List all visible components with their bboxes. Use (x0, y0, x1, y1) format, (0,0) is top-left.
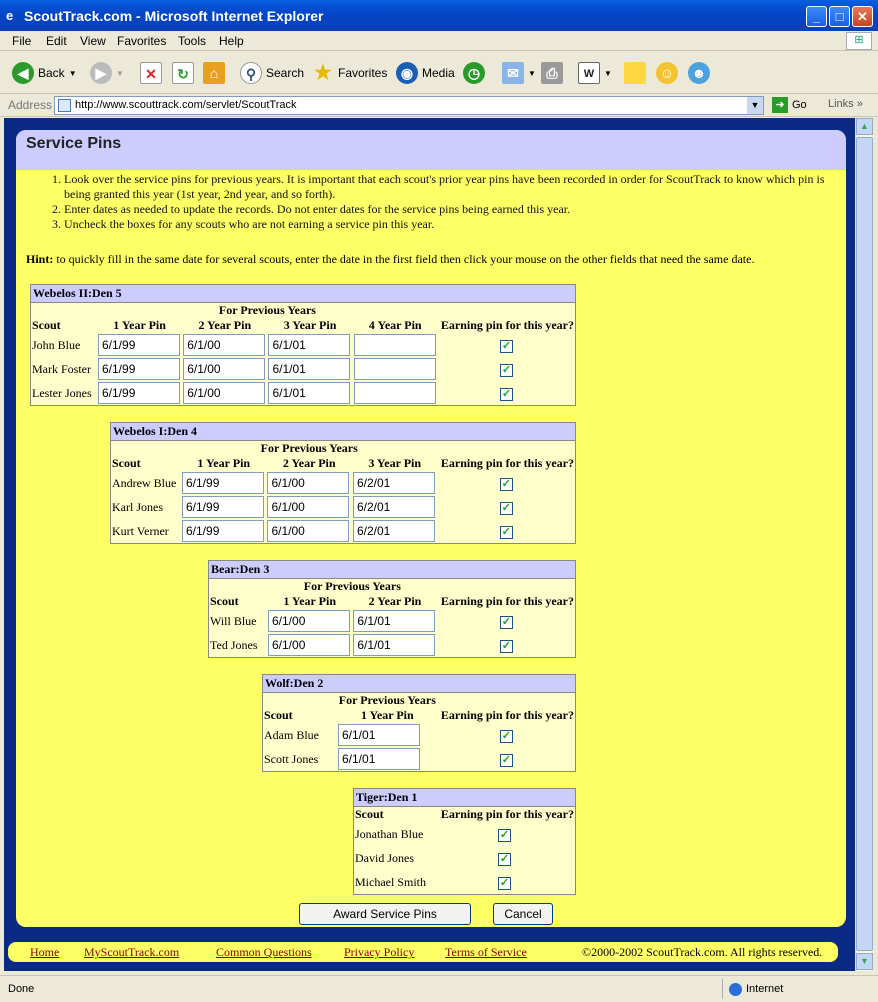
print-icon: ⎙ (541, 62, 563, 84)
den-title: Webelos I:Den 4 (111, 423, 575, 441)
pin-date-input[interactable] (267, 496, 349, 518)
history-button[interactable] (463, 60, 485, 86)
pin-date-input[interactable] (183, 358, 265, 380)
menu-bar (0, 31, 878, 51)
service-pins-panel (16, 130, 846, 927)
earning-column-header: Earning pin for this year? (440, 807, 574, 821)
pin-date-input[interactable] (98, 382, 180, 404)
cancel-button[interactable]: Cancel (493, 903, 553, 925)
media-globe-icon: ◉ (396, 62, 418, 84)
panel-header (16, 130, 846, 170)
refresh-button[interactable] (172, 60, 194, 86)
instruction-2: 2. Enter dates as needed to update the records. Do not enter dates for the service pins being earned this year. (64, 202, 826, 217)
pin-date-input[interactable] (353, 634, 435, 656)
menu-file[interactable]: File (12, 34, 32, 48)
pin-column-header: 2 Year Pin (368, 594, 422, 608)
pin-column-header: 3 Year Pin (368, 456, 422, 470)
instruction-3: 3. Uncheck the boxes for any scouts who are not earning a service pin this year. (64, 217, 826, 232)
pin-date-input[interactable] (183, 382, 265, 404)
minimize-button[interactable]: _ (806, 6, 827, 27)
den-title: Webelos II:Den 5 (31, 285, 575, 303)
scout-name: Lester Jones (32, 385, 92, 400)
window-title: ScoutTrack.com - Microsoft Internet Explorer (24, 8, 324, 24)
award-service-pins-button[interactable]: Award Service Pins (299, 903, 471, 925)
den-table (262, 674, 576, 772)
note-icon (624, 62, 646, 84)
search-button[interactable]: ⚲ Search (240, 60, 304, 86)
menu-help[interactable]: Help (219, 34, 244, 48)
pin-column-header: 3 Year Pin (283, 318, 337, 332)
scout-column-header: Scout (355, 807, 384, 821)
home-icon: ⌂ (203, 62, 225, 84)
menu-favorites[interactable]: Favorites (117, 34, 167, 48)
earning-pin-checkbox[interactable]: ✓ (501, 753, 511, 766)
earning-column-header: Earning pin for this year? (440, 318, 574, 332)
contacts-button[interactable] (688, 60, 710, 86)
pin-date-input[interactable] (183, 334, 265, 356)
stop-button[interactable] (140, 60, 162, 86)
scout-row (111, 471, 575, 495)
print-button[interactable] (541, 60, 563, 86)
pin-date-input[interactable] (353, 496, 435, 518)
earning-pin-checkbox[interactable]: ✓ (501, 525, 511, 538)
pin-date-input[interactable] (354, 382, 436, 404)
scout-name: Andrew Blue (112, 475, 177, 490)
search-icon: ⚲ (240, 62, 262, 84)
den-table (110, 422, 576, 544)
scout-row (209, 609, 575, 633)
earning-pin-checkbox[interactable]: ✓ (501, 339, 512, 352)
pin-date-input[interactable] (182, 472, 264, 494)
footer-copyright: ©2000-2002 ScoutTrack.com. All rights reserved. (582, 945, 823, 959)
earning-pin-checkbox[interactable]: ✓ (499, 852, 510, 865)
earning-column-header: Earning pin for this year? (440, 594, 574, 608)
status-text: Done (8, 983, 35, 995)
scout-name: Jonathan Blue (355, 826, 424, 841)
for-previous-years-header: For Previous Years (338, 693, 436, 707)
windows-logo-icon: ⊞ (846, 32, 872, 50)
earning-column-header: Earning pin for this year? (440, 708, 574, 722)
scout-name: Scott Jones (264, 751, 319, 766)
pin-column-header: 2 Year Pin (282, 456, 336, 470)
title-bar (0, 0, 878, 31)
den-title: Tiger:Den 1 (354, 789, 575, 807)
scout-row (354, 870, 575, 894)
scout-column-header: Scout (112, 456, 141, 470)
den-table (353, 788, 576, 895)
smiley-icon: ☺ (656, 62, 678, 84)
status-bar (0, 975, 878, 1002)
scroll-up-icon[interactable]: ▲ (856, 118, 873, 135)
pin-date-input[interactable] (353, 520, 435, 542)
scout-column-header: Scout (264, 708, 293, 722)
pin-column-header: 1 Year Pin (197, 456, 251, 470)
maximize-button[interactable]: □ (829, 6, 850, 27)
pin-date-input[interactable] (354, 358, 436, 380)
pin-date-input[interactable] (182, 520, 264, 542)
pin-date-input[interactable] (267, 520, 349, 542)
forward-button[interactable]: ▶ ▼ (90, 60, 124, 86)
menu-tools[interactable]: Tools (178, 34, 207, 48)
scout-row (354, 846, 575, 870)
footer-privacy-policy-link[interactable]: Privacy Policy (344, 945, 415, 959)
globe-icon (729, 983, 742, 996)
den-table (208, 560, 576, 658)
vertical-scrollbar[interactable] (855, 118, 872, 971)
menu-view[interactable]: View (80, 34, 106, 48)
security-zone: Internet (722, 979, 783, 999)
scout-name: David Jones (355, 850, 414, 865)
pin-date-input[interactable] (338, 748, 420, 770)
scout-row (31, 333, 575, 357)
pin-column-header: 4 Year Pin (368, 318, 422, 332)
pin-date-input[interactable] (353, 472, 435, 494)
forward-arrow-icon: ▶ (90, 62, 112, 84)
pin-date-input[interactable] (353, 610, 435, 632)
stop-icon: ✕ (140, 62, 162, 84)
scout-row (354, 822, 575, 846)
den-title: Wolf:Den 2 (263, 675, 575, 693)
close-button[interactable]: ✕ (852, 6, 873, 27)
pin-date-input[interactable] (268, 610, 350, 632)
scout-row (263, 747, 575, 771)
menu-edit[interactable]: Edit (46, 34, 67, 48)
star-icon: ★ (314, 62, 332, 84)
media-button[interactable]: ◉ Media (396, 60, 455, 86)
address-input[interactable]: http://www.scouttrack.com/servlet/ScoutTrack ▼ (54, 96, 764, 115)
scout-name: Karl Jones (112, 499, 163, 514)
earning-pin-checkbox[interactable]: ✓ (501, 639, 511, 652)
scout-column-header: Scout (32, 318, 61, 332)
scroll-down-icon[interactable]: ▼ (856, 953, 873, 970)
scout-name: Ted Jones (210, 637, 258, 652)
earning-pin-checkbox[interactable]: ✓ (499, 828, 510, 841)
pin-date-input[interactable] (268, 358, 350, 380)
toolbar (0, 52, 878, 94)
pin-column-header: 2 Year Pin (198, 318, 252, 332)
pin-date-input[interactable] (338, 724, 420, 746)
footer-home-link[interactable]: Home (30, 945, 60, 959)
links-button[interactable]: Links » (828, 98, 863, 110)
scout-name: John Blue (32, 337, 81, 352)
scout-name: Adam Blue (264, 727, 319, 742)
page-icon (58, 99, 71, 112)
den-title: Bear:Den 3 (209, 561, 575, 579)
footer-common-questions-link[interactable]: Common Questions (216, 945, 312, 959)
for-previous-years-header: For Previous Years (303, 579, 401, 593)
pin-date-input[interactable] (98, 334, 180, 356)
pin-date-input[interactable] (354, 334, 436, 356)
earning-pin-checkbox[interactable]: ✓ (499, 876, 510, 889)
hint: Hint: to quickly fill in the same date for several scouts, enter the date in the first field then click your mouse on the other fields that need the same date. (26, 252, 755, 266)
scout-row (263, 723, 575, 747)
footer (8, 942, 838, 962)
scout-row (31, 357, 575, 381)
scout-name: Kurt Verner (112, 523, 169, 538)
scroll-thumb[interactable] (856, 137, 873, 951)
address-label: Address (8, 98, 53, 112)
address-bar (0, 94, 878, 117)
earning-pin-checkbox[interactable]: ✓ (501, 477, 511, 490)
people-icon: ☻ (688, 62, 710, 84)
pin-date-input[interactable] (182, 496, 264, 518)
pin-date-input[interactable] (267, 472, 349, 494)
scout-name: Mark Foster (32, 361, 91, 376)
scout-row (111, 495, 575, 519)
pin-column-header: 1 Year Pin (361, 708, 414, 722)
footer-terms-link[interactable]: Terms of Service (445, 945, 527, 959)
earning-pin-checkbox[interactable]: ✓ (501, 615, 511, 628)
earning-column-header: Earning pin for this year? (440, 456, 574, 470)
edit-button[interactable]: W ▼ (578, 60, 612, 86)
back-arrow-icon: ◀ (12, 62, 34, 84)
den-table (30, 284, 576, 406)
instruction-1: 1. Look over the service pins for previous years. It is important that each scout's prior year pins have been recorded in order for ScoutTrack to know which pin is being granted this year (1st year, 2nd year, and so forth). (64, 172, 826, 202)
scout-row (111, 519, 575, 543)
scout-row (209, 633, 575, 657)
scout-column-header: Scout (210, 594, 239, 608)
scout-name: Will Blue (210, 613, 257, 628)
pin-date-input[interactable] (268, 334, 350, 356)
discuss-button[interactable] (624, 60, 646, 86)
earning-pin-checkbox[interactable]: ✓ (501, 363, 512, 376)
for-previous-years-header: For Previous Years (218, 303, 316, 317)
ie-logo-icon: e (6, 8, 14, 23)
footer-myscouttrack-link[interactable]: MyScoutTrack.com (84, 945, 180, 959)
scout-row (31, 381, 575, 405)
pin-column-header: 1 Year Pin (113, 318, 166, 332)
pin-column-header: 1 Year Pin (283, 594, 336, 608)
history-icon: ◷ (463, 62, 485, 84)
page-viewport (4, 118, 855, 971)
mail-icon: ✉ (502, 62, 524, 84)
home-button[interactable] (203, 60, 225, 86)
messenger-button[interactable] (656, 60, 678, 86)
refresh-icon: ↻ (172, 62, 194, 84)
instructions (26, 172, 826, 232)
word-icon: W (578, 62, 600, 84)
earning-pin-checkbox[interactable]: ✓ (501, 729, 511, 742)
address-dropdown-icon[interactable]: ▼ (747, 97, 763, 114)
scout-name: Michael Smith (355, 874, 426, 889)
mail-button[interactable]: ✉ ▼ (502, 60, 536, 86)
earning-pin-checkbox[interactable]: ✓ (501, 387, 512, 400)
page-title: Service Pins (26, 135, 122, 152)
pin-date-input[interactable] (98, 358, 180, 380)
pin-date-input[interactable] (268, 634, 350, 656)
for-previous-years-header: For Previous Years (260, 441, 358, 455)
go-arrow-icon: ➜ (772, 97, 788, 113)
back-button[interactable]: ◀ Back ▼ (12, 60, 77, 86)
pin-date-input[interactable] (268, 382, 350, 404)
go-button[interactable]: ➜ Go (772, 97, 807, 113)
favorites-button[interactable]: ★ Favorites (312, 60, 387, 86)
earning-pin-checkbox[interactable]: ✓ (501, 501, 511, 514)
